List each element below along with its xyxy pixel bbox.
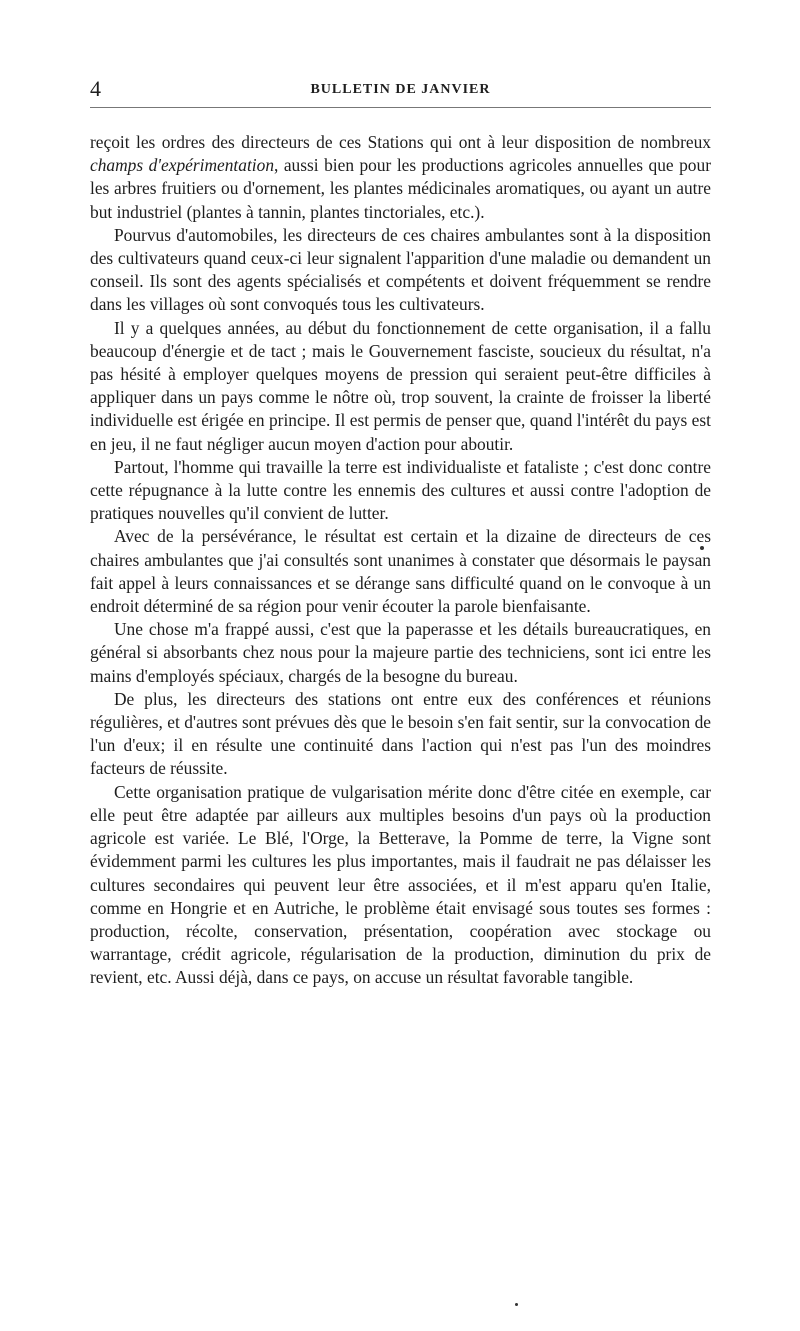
paragraph-5: Avec de la persévérance, le résultat est certain et la dizaine de directeurs de ces chaires ambulantes que j'ai consultés sont unanimes à constater que désormais le paysan fait appel à leurs connaissances et se dérange sans difficulté quand on le convoque à un endroit déterminé de sa région pour venir écouter la parole bienfaisante.	[90, 526, 711, 617]
paragraph-4: Partout, l'homme qui travaille la terre est individualiste et fataliste ; c'est donc contre cette répugnance à la lutte contre les ennemis des cultures et aussi contre l'adoption de pratiques nouvelles qu'il convient de lutter.	[90, 456, 711, 524]
paragraph-7: De plus, les directeurs des stations ont entre eux des conférences et réunions régulières, et d'autres sont prévues dès que le besoin s'en fait sentir, sur la convocation de l'un d'eux; il en résulte une continuité dans l'action qui n'est pas l'un des moindres facteurs de réussite.	[90, 688, 711, 779]
paragraph-6: Une chose m'a frappé aussi, c'est que la paperasse et les détails bureaucratiques, en général si absorbants chez nous pour la majeure partie des techniciens, sont ici entre les mains d'employés spéciaux, chargés de la besogne du bureau.	[90, 619, 711, 686]
paragraph-1	[90, 131, 711, 224]
paragraph-8: Cette organisation pratique de vulgarisation mérite donc d'être citée en exemple, car elle peut être adaptée par ailleurs aux multiples besoins d'un pays où la production agricole est variée. Le Blé, l'Orge, la Betterave, la Pomme de terre, la Vigne sont évidemment parmi les cultures les plus importantes, mais il faudrait ne pas délaisser les cultures secondaires qui peuvent leur être associées, et il m'est apparu qu'en Italie, comme en Hongrie et en Autriche, le problème était envisagé sous toutes ses formes : production, récolte, conservation, présentation, coopération avec stockage ou warrantage, crédit agricole, régularisation de la production, diminution du prix de revient, etc. Aussi déjà, dans ce pays, on accuse un résultat favorable tangible.	[90, 781, 711, 988]
page-header	[90, 76, 711, 102]
print-speck	[700, 546, 704, 550]
running-title: BULLETIN DE JANVIER	[310, 82, 491, 97]
paragraph-2: Pourvus d'automobiles, les directeurs de ces chaires ambulantes sont à la disposition des cultivateurs quand ceux-ci leur signalent l'apparition d'une maladie ou demandent un conseil. Ils sont des agents spécialisés et compétents et doivent fréquemment se rendre dans les villages où sont convoqués tous les cultivateurs.	[90, 224, 711, 315]
page-number: 4	[90, 76, 101, 101]
body-text	[90, 131, 711, 990]
print-speck	[515, 1303, 518, 1306]
italic-term: champs d'expérimentation	[90, 155, 275, 176]
header-rule	[90, 107, 711, 108]
paragraph-1-end: , aussi bien pour les productions agricoles annuelles que pour les arbres fruitiers ou d'ornement, les plantes médicinales aromatiques, ou ayant un autre but industriel (plantes à tannin, plantes tinctoriales, etc.).	[90, 155, 711, 222]
paragraph-3: Il y a quelques années, au début du fonctionnement de cette organisation, il a fallu beaucoup d'énergie et de tact ; mais le Gouvernement fasciste, soucieux du résultat, n'a pas hésité à employer quelques moyens de pression qui seraient peut-être difficiles à appliquer dans un pays comme le nôtre où, trop souvent, la crainte de froisser la liberté individuelle est érigée en principe. Il est permis de penser que, quand l'intérêt du pays est en jeu, il ne faut négliger aucun moyen d'action pour aboutir.	[90, 317, 711, 454]
paragraph-1-start: reçoit les ordres des directeurs de ces Stations qui ont à leur disposition de nombreux	[90, 132, 711, 152]
